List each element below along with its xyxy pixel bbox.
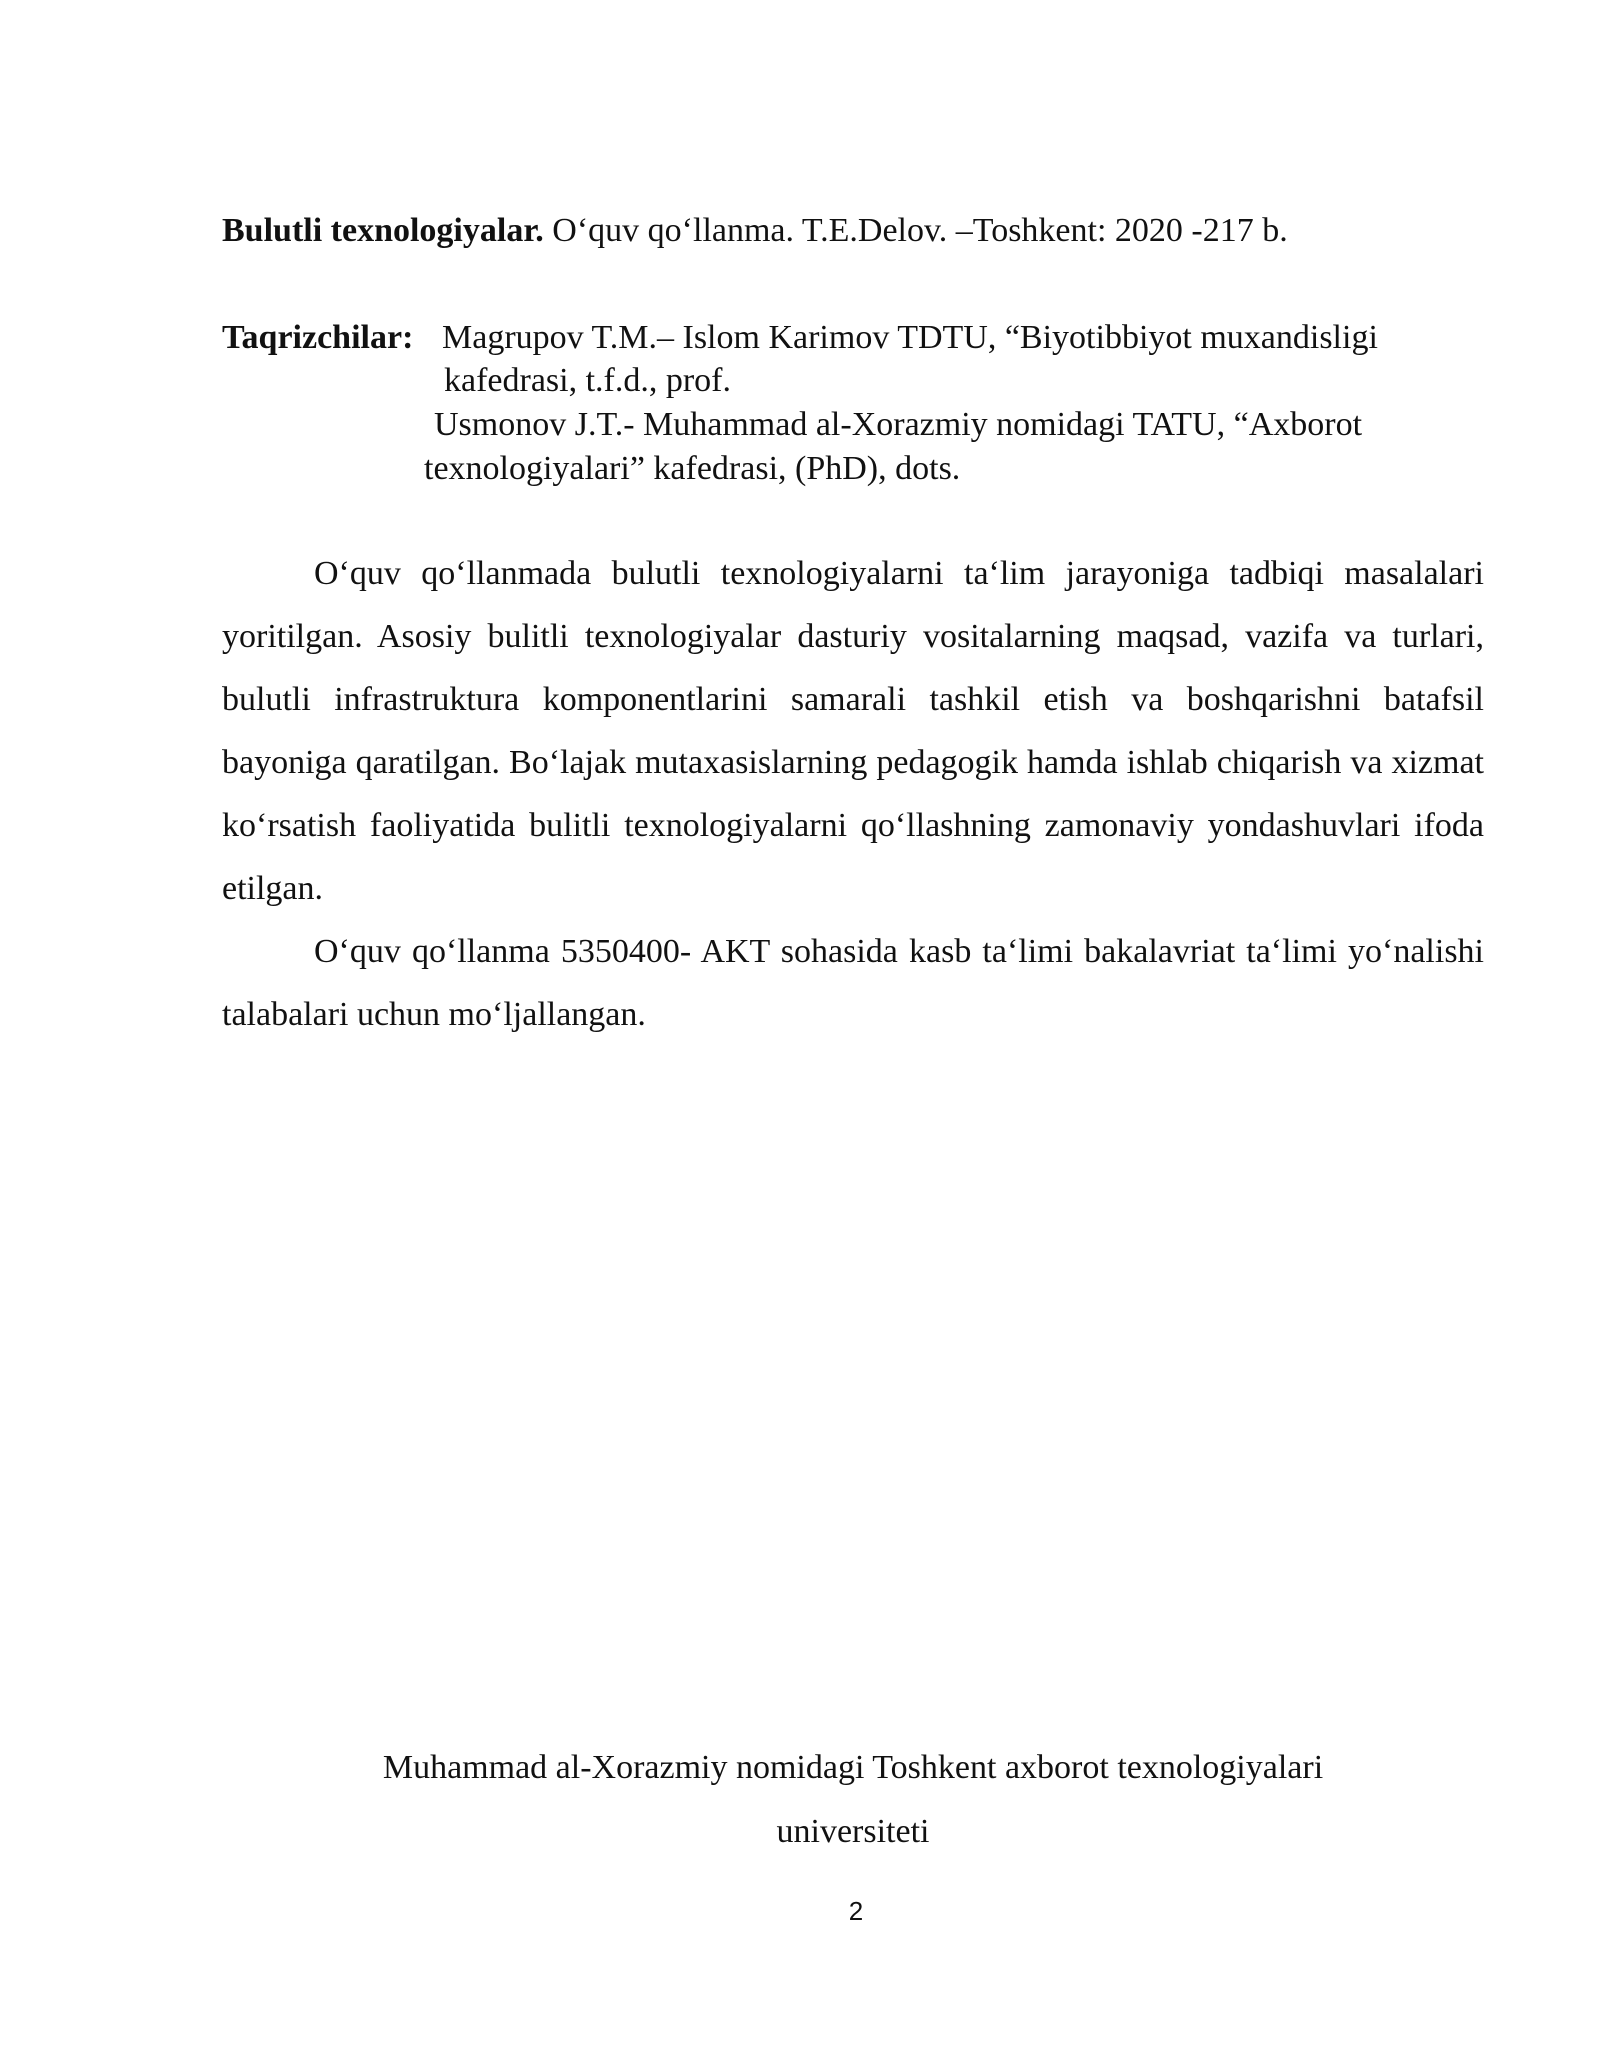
publisher-name-continued: universiteti — [776, 1813, 930, 1850]
abstract-paragraph: O‘quv qo‘llanma 5350400- AKT sohasida kasb ta‘limi bakalavriat ta‘limi yo‘nalishi talabalari uchun mo‘ljallangan. — [222, 933, 1484, 1033]
page-number: 2 — [848, 1896, 864, 1926]
reviewer-line-2: kafedrasi, t.f.d., prof. — [444, 362, 732, 399]
book-title: Bulutli texnologiyalar. — [222, 212, 544, 249]
reviewer-line-1: Magrupov T.M.– Islom Karimov TDTU, “Biyotibbiyot muxandisligi — [442, 319, 1378, 356]
citation-details: O‘quv qo‘llanma. T.E.Delov. –Toshkent: 2020 -217 b. — [543, 212, 1288, 249]
reviewer-line-3: Usmonov J.T.- Muhammad al-Xorazmiy nomidagi TATU, “Axborot — [434, 406, 1363, 443]
publisher-name: Muhammad al-Xorazmiy nomidagi Toshkent axborot texnologiyalari — [382, 1749, 1324, 1786]
abstract — [222, 542, 1484, 1046]
publisher-block — [222, 1736, 1484, 1864]
reviewers-label: Taqrizchilar: — [222, 319, 414, 356]
reviewer-line-4: texnologiyalari” kafedrasi, (PhD), dots. — [424, 450, 961, 487]
abstract-paragraph: O‘quv qo‘llanmada bulutli texnologiyalarni ta‘lim jarayoniga tadbiqi masalalari yoritilgan. Asosiy bulitli texnologiyalar dasturiy vositalarning maqsad, vazifa va turlari, bulutli infrastruktura komponentlarini samarali tashkil etish va boshqarishni batafsil bayoniga qaratilgan. Bo‘lajak mutaxasislarning pedagogik hamda ishlab chiqarish va xizmat ko‘rsatish faoliyatida bulitli texnologiyalarni qo‘llashning zamonaviy yondashuvlari ifoda etilgan. — [222, 555, 1484, 907]
bibliographic-citation — [222, 208, 1482, 254]
